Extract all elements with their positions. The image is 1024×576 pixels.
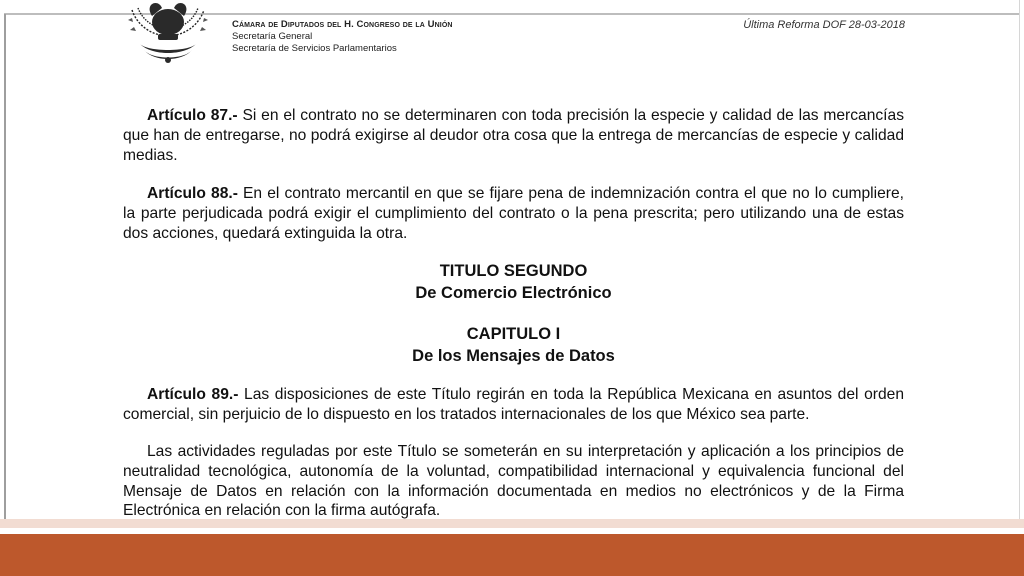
chamber-name: Cámara de Diputados del H. Congreso de la Unión	[232, 19, 453, 30]
chapter-line-1: CAPITULO I	[466, 325, 561, 343]
article-label: Artículo 89.-	[147, 386, 239, 403]
reform-date: Última Reforma DOF 28-03-2018	[743, 19, 905, 31]
chapter-line-2: De los Mensajes de Datos	[412, 347, 615, 365]
mexican-seal-icon	[118, 0, 218, 76]
article-text: En el contrato mercantil en que se fijare pena de indemnización contra el que no lo cumpliere, la parte perjudicada podrá exigir el cumplimiento del contrato o la pena prescrita; pero utilizando una de estas dos acciones, quedará extinguida la otra.	[123, 185, 904, 242]
footer-band-light	[0, 519, 1024, 528]
article-label: Artículo 88.-	[147, 185, 238, 202]
article-89	[123, 385, 904, 425]
title-line-1: TITULO SEGUNDO	[439, 262, 588, 280]
article-text: Si en el contrato no se determinaren con toda precisión la especie y calidad de las mercancías que han de entregarse, no podrá exigirse al deudor otra cosa que la entrega de mercancías de especie y calidad medias.	[123, 107, 904, 164]
document-header	[232, 19, 453, 55]
footer-band	[0, 534, 1024, 576]
page-right-border	[1019, 0, 1020, 519]
article-label: Artículo 87.-	[147, 107, 238, 124]
secretaria-general: Secretaría General	[232, 31, 313, 42]
page-left-border	[4, 14, 6, 519]
chapter-heading	[123, 323, 904, 367]
paragraph-activities: Las actividades reguladas por este Título se someterán en su interpretación y aplicación a los principios de neutralidad tecnológica, autonomía de la voluntad, compatibilidad internacional y equivalencia funcional del Mensaje de Datos en relación con la información documentada en medios no electrónicos y de la Firma Electrónica en relación con la firma autógrafa.	[123, 443, 904, 519]
article-text: Las disposiciones de este Título regirán en toda la República Mexicana en asuntos del orden comercial, sin perjuicio de lo dispuesto en los tratados internacionales de los que México sea parte.	[123, 386, 904, 423]
title-heading	[123, 260, 904, 304]
article-88	[123, 184, 904, 243]
secretaria-servicios: Secretaría de Servicios Parlamentarios	[232, 43, 397, 54]
article-87	[123, 106, 904, 165]
title-line-2: De Comercio Electrónico	[415, 284, 612, 302]
